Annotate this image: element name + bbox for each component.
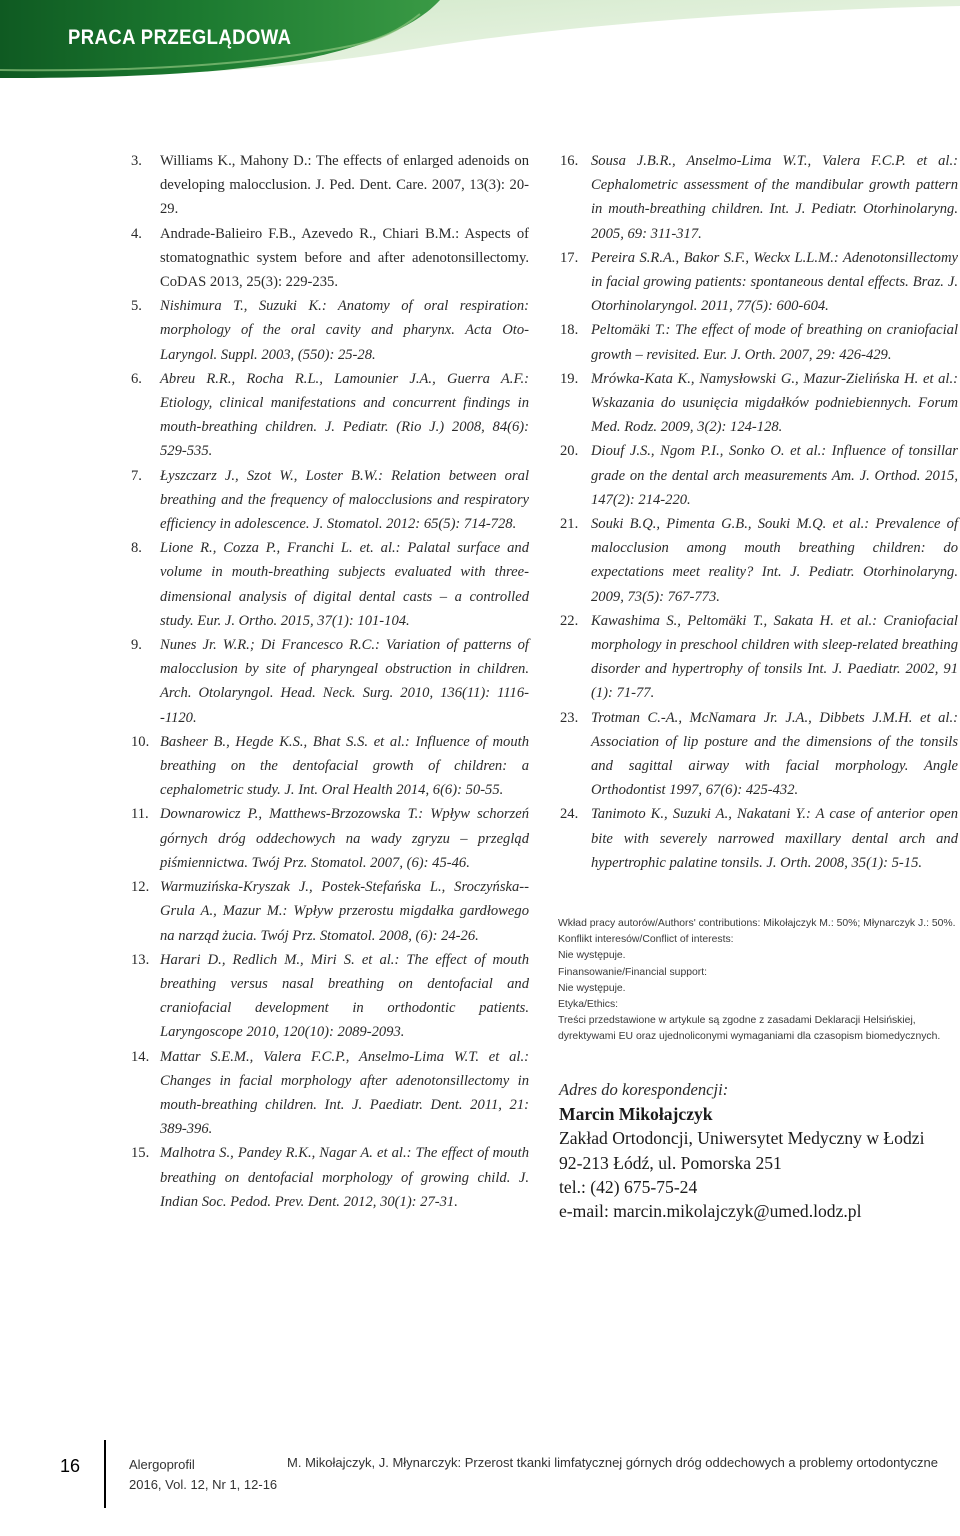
references-right-column (560, 149, 958, 875)
reference-item (131, 464, 529, 537)
reference-item (560, 512, 958, 609)
reference-item (560, 367, 958, 440)
reference-text: Sousa J.B.R., Anselmo-Lima W.T., Valera F.C.P. et al.: Cephalometric assessment of the mandibular growth pattern in mouth-breathing children. Int. J. Pediatr. Otorhinolaryng. 2005, 69: 311-317. (591, 153, 958, 242)
reference-number: 21. (560, 516, 579, 533)
reference-number: 24. (560, 806, 579, 823)
correspondence-block (559, 1078, 959, 1223)
reference-number: 11. (131, 806, 149, 823)
reference-item (131, 802, 529, 875)
reference-item (560, 149, 958, 246)
reference-text: Williams K., Mahony D.: The effects of enlarged adenoids on developing malocclusion. J. Ped. Dent. Care. 2007, 13(3): 20-29. (160, 153, 529, 218)
ethics-value: Treści przedstawione w artykule są zgodne z zasadami Deklaracji Helsińskiej, dyrektywami EU oraz ujednoliconymi wymaganiami dla czasopism biomedycznych. (558, 1015, 941, 1043)
reference-number: 22. (560, 612, 579, 629)
correspondence-name: Marcin Mikołajczyk (559, 1104, 713, 1125)
reference-item (131, 294, 529, 367)
reference-item (560, 246, 958, 319)
references-left-column (131, 149, 529, 1214)
reference-item (131, 1141, 529, 1214)
reference-number: 5. (131, 298, 142, 315)
reference-item (131, 1045, 529, 1142)
reference-text: Downarowicz P., Matthews-Brzozowska T.: Wpływ schorzeń górnych dróg oddechowych na wady zgryzu – przegląd piśmiennictwa. Twój Prz. Stomatol. 2007, (6): 45-46. (160, 806, 529, 871)
reference-text: Mrówka-Kata K., Namysłowski G., Mazur-Zielińska H. et al.: Wskazania do usunięcia migdałków podniebiennych. Forum Med. Rodz. 2009, 3(2): 124-128. (591, 370, 958, 436)
reference-text: Diouf J.S., Ngom P.I., Sonko O. et al.: Influence of tonsillar grade on the dental arch measurements Am. J. Orthod. 2015, 147(2): 214-220. (591, 443, 958, 508)
reference-number: 18. (560, 322, 579, 339)
reference-item (560, 802, 958, 875)
reference-number: 7. (131, 467, 142, 484)
correspondence-heading: Adres do korespondencji: (559, 1080, 729, 1099)
running-head: M. Mikołajczyk, J. Młynarczyk: Przerost tkanki limfatycznej górnych dróg oddechowych a problemy ortodontyczne (287, 1455, 938, 1470)
correspondence-email[interactable]: e-mail: marcin.mikolajczyk@umed.lodz.pl (559, 1201, 862, 1222)
reference-number: 8. (131, 540, 142, 557)
reference-number: 14. (131, 1048, 150, 1065)
journal-info (129, 1455, 277, 1495)
reference-item (131, 730, 529, 803)
reference-number: 23. (560, 709, 579, 726)
reference-text: Nunes Jr. W.R.; Di Francesco R.C.: Variation of patterns of malocclusion by site of pharyngeal obstruction in children. Arch. Otolaryngol. Head. Neck. Surg. 2010, 136(11): 1116--1120. (160, 637, 529, 726)
correspondence-address: 92-213 Łódź, ul. Pomorska 251 (559, 1152, 782, 1173)
reference-number: 17. (560, 249, 579, 266)
reference-text: Kawashima S., Peltomäki T., Sakata H. et al.: Craniofacial morphology in preschool children with sleep-related breathing disorder and hypertrophy of tonsils Int. J. Paediatr. 2002, 91 (1): 71-77. (591, 612, 958, 702)
reference-text: Lione R., Cozza P., Franchi L. et. al.: Palatal surface and volume in mouth-breathing subjects evaluated with three-dimensional analysis of digital dental casts – a controlled study. Eur. J. Ortho. 2015, 37(1): 101-104. (160, 540, 529, 629)
journal-issue: 2016, Vol. 12, Nr 1, 12-16 (129, 1477, 278, 1492)
ethics-label: Etyka/Ethics: (558, 999, 619, 1011)
reference-item (560, 439, 958, 512)
reference-item (131, 222, 529, 295)
reference-item (131, 948, 529, 1045)
author-contributions-block (558, 916, 960, 1046)
reference-number: 12. (131, 879, 150, 896)
reference-item (560, 318, 958, 366)
reference-number: 13. (131, 951, 150, 968)
authors-contributions: Wkład pracy autorów/Authors' contributions: Mikołajczyk M.: 50%; Młynarczyk J.: 50%. (558, 918, 956, 929)
conflict-label: Konflikt interesów/Conflict of interests: (558, 934, 734, 946)
section-title: PRACA PRZEGLĄDOWA (68, 26, 292, 49)
reference-item (560, 706, 958, 803)
reference-number: 10. (131, 733, 150, 750)
reference-item (131, 536, 529, 633)
reference-text: Nishimura T., Suzuki K.: Anatomy of oral respiration: morphology of the oral cavity and pharynx. Acta Oto-Laryngol. Suppl. 2003, (550): 25-28. (160, 298, 529, 363)
reference-text: Malhotra S., Pandey R.K., Nagar A. et al.: The effect of mouth breathing on dentofacial morphology of growing child. J. Indian Soc. Pedod. Prev. Dent. 2012, 30(1): 27-31. (160, 1145, 529, 1210)
reference-item (131, 367, 529, 464)
reference-number: 19. (560, 370, 579, 387)
reference-item (131, 149, 529, 222)
reference-text: Basheer B., Hegde K.S., Bhat S.S. et al.: Influence of mouth breathing on the dentofacial growth of children: a cephalometric study. J. Int. Oral Health 2014, 6(6): 50-55. (160, 733, 529, 799)
journal-name: Alergoprofil (129, 1457, 195, 1472)
reference-text: Tanimoto K., Suzuki A., Nakatani Y.: A case of anterior open bite with severely narrowed maxillary dental arch and hypertrophic palatine tonsils. J. Orth. 2008, 35(1): 5-15. (591, 806, 958, 871)
reference-number: 15. (131, 1145, 150, 1162)
reference-text: Pereira S.R.A., Bakor S.F., Weckx L.L.M.: Adenotonsillectomy in facial growing patients: spontaneous dental effects. Braz. J. Otorhinolaryngol. 2011, 77(5): 600-604. (591, 249, 958, 315)
reference-number: 3. (131, 153, 142, 169)
reference-item (131, 875, 529, 948)
footer-divider (104, 1440, 106, 1508)
reference-item (560, 609, 958, 706)
funding-value: Nie występuje. (558, 982, 626, 994)
reference-text: Souki B.Q., Pimenta G.B., Souki M.Q. et al.: Prevalence of malocclusion among mouth breathing children: do expectations meet reality? Int. J. Pediatr. Otorhinolaryng. 2009, 73(5): 767-773. (591, 516, 958, 605)
reference-text: Łyszczarz J., Szot W., Loster B.W.: Relation between oral breathing and the frequency of malocclusions and respiratory efficiency in adolescence. J. Stomatol. 2012: 65(5): 714-728. (160, 467, 529, 533)
header-banner (0, 0, 960, 100)
reference-text: Mattar S.E.M., Valera F.C.P., Anselmo-Lima W.T. et al.: Changes in facial morphology after adenotonsillectomy in mouth-breathing children. Int. J. Paediatr. Dent. 2011, 21: 389-396. (160, 1048, 529, 1138)
correspondence-affiliation: Zakład Ortodoncji, Uniwersytet Medyczny w Łodzi (559, 1128, 925, 1149)
reference-text: Harari D., Redlich M., Miri S. et al.: The effect of mouth breathing versus nasal breathing on dentofacial and craniofacial development in orthodontic patients. Laryngoscope 2010, 120(10): 2089-2093. (160, 951, 529, 1041)
reference-text: Peltomäki T.: The effect of mode of breathing on craniofacial growth – revisited. Eur. J. Orth. 2007, 29: 426-429. (591, 322, 958, 363)
reference-text: Andrade-Balieiro F.B., Azevedo R., Chiari B.M.: Aspects of stomatognathic system before and after adenotonsillectomy. CoDAS 2013, 25(3): 229-235. (160, 225, 529, 291)
reference-text: Trotman C.-A., McNamara Jr. J.A., Dibbets J.M.H. et al.: Association of lip posture and the dimensions of the tonsils and sagittal airway with facial morphology. Angle Orthodontist 1997, 67(6): 425-432. (591, 709, 958, 799)
correspondence-phone: tel.: (42) 675-75-24 (559, 1176, 698, 1197)
conflict-value: Nie występuje. (558, 950, 626, 962)
banner-graphic (0, 0, 960, 100)
reference-number: 20. (560, 443, 579, 460)
reference-text: Abreu R.R., Rocha R.L., Lamounier J.A., Guerra A.F.: Etiology, clinical manifestations and concurrent findings in mouth-breathing children. J. Pediatr. (Rio J.) 2008, 84(6): 529-535. (160, 370, 529, 460)
funding-label: Finansowanie/Financial support: (558, 966, 708, 978)
reference-number: 4. (131, 225, 142, 242)
reference-item (131, 633, 529, 730)
reference-number: 6. (131, 370, 142, 387)
reference-text: Warmuzińska-Kryszak J., Postek-Stefańska L., Sroczyńska--Grula A., Mazur M.: Wpływ przerostu migdałka gardłowego na narząd żucia. Twój Prz. Stomatol. 2008, (6): 24-26. (160, 879, 529, 944)
reference-number: 9. (131, 637, 142, 654)
page-number: 16 (60, 1456, 81, 1476)
reference-number: 16. (560, 153, 579, 169)
